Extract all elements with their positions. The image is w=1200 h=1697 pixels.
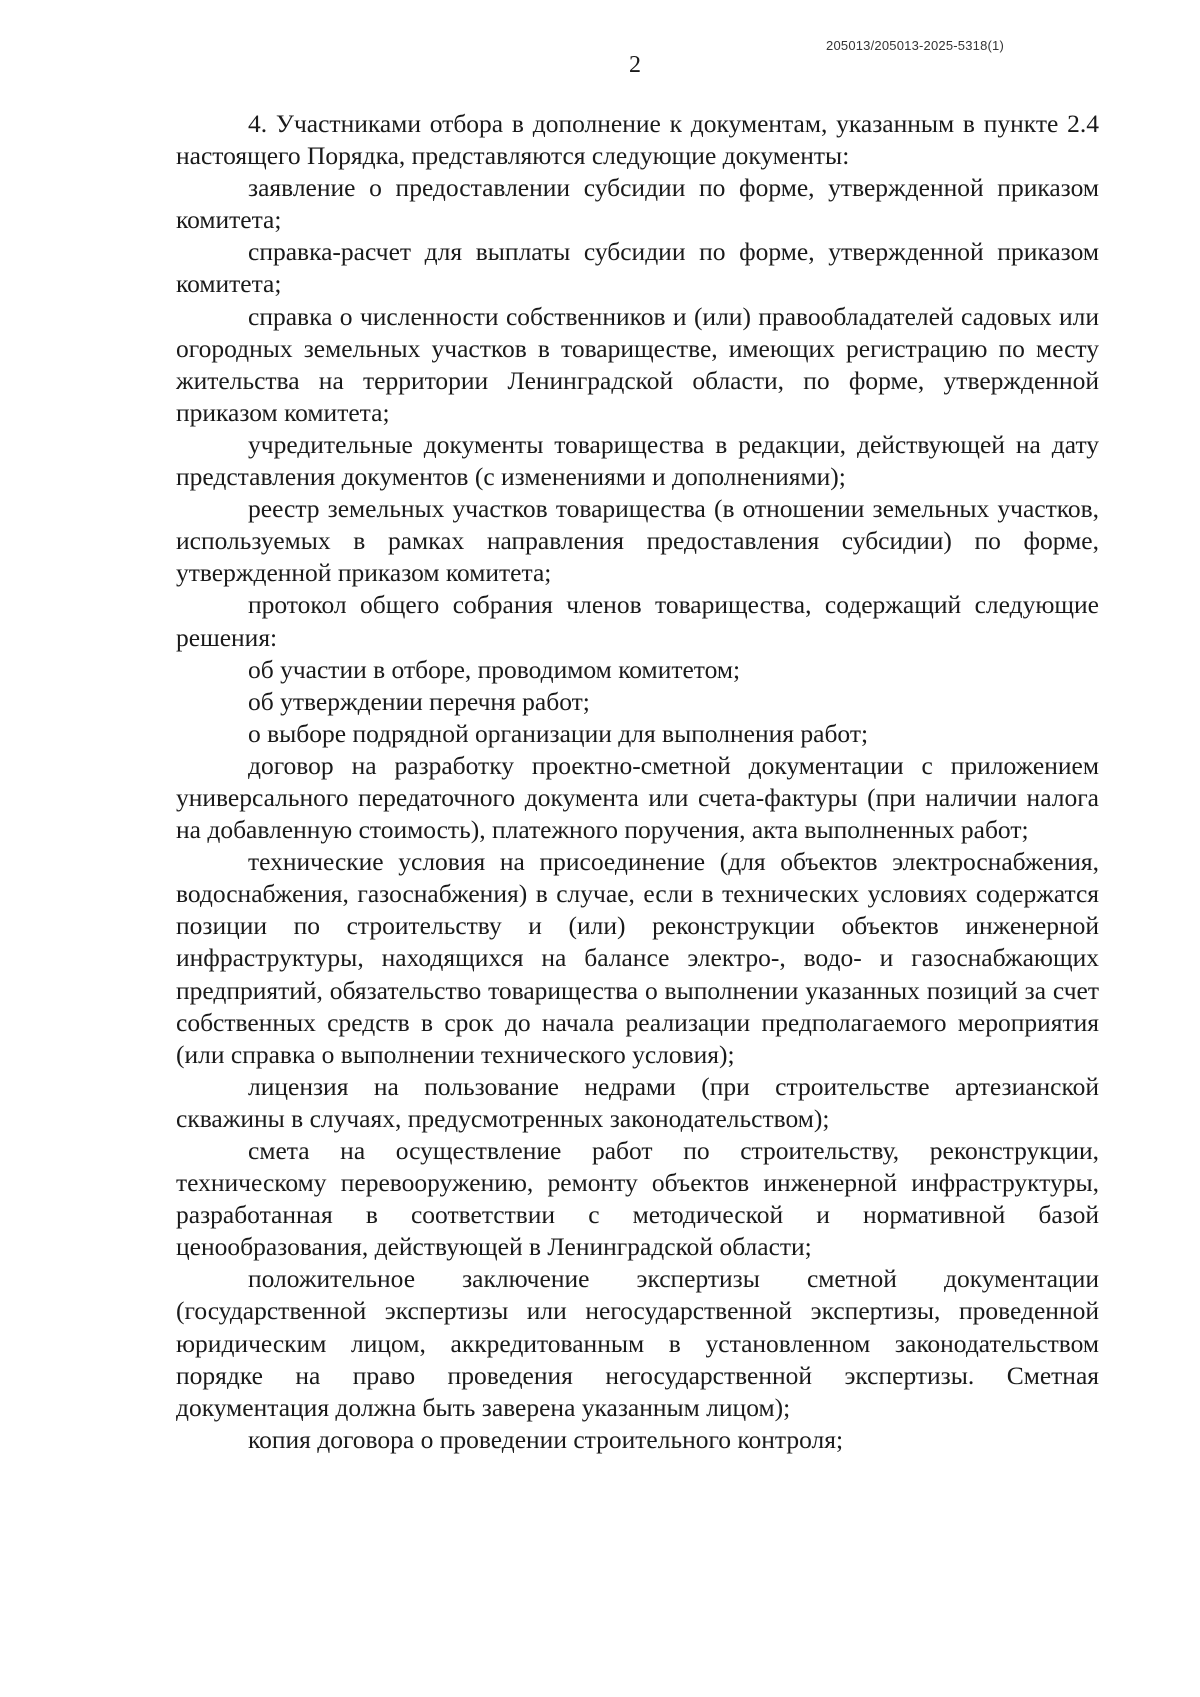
document-body [176,108,1099,1456]
paragraph-technical-conditions: технические условия на присоединение (для объектов электроснабжения, водоснабжения, газоснабжения) в случае, если в технических условиях содержатся позиции по строительству и (или) реконструкции объектов инженерной инфраструктуры, находящихся на балансе электро-, водо- и газоснабжающих предприятий, обязательство товарищества о выполнении указанных позиций за счет собственных средств в срок до начала реализации предполагаемого мероприятия (или справка о выполнении технического условия); [176,847,1099,1069]
paragraph-item-4-intro: 4. Участниками отбора в дополнение к документам, указанным в пункте 2.4 настоящего Порядка, представляются следующие документы: [176,109,1099,171]
paragraph-meeting-protocol: протокол общего собрания членов товарищества, содержащий следующие решения: [176,590,1099,652]
paragraph-application: заявление о предоставлении субсидии по форме, утвержденной приказом комитета; [176,173,1099,235]
paragraph-expert-conclusion: положительное заключение экспертизы сметной документации (государственной экспертизы или негосударственной экспертизы, проведенной юридическим лицом, аккредитованным в установленном законодательством порядке на право проведения негосударственной экспертизы. Сметная документация должна быть заверена указанным лицом); [176,1264,1099,1422]
paragraph-decision-participation: об участии в отборе, проводимом комитетом; [248,654,741,684]
paragraph-land-registry: реестр земельных участков товарищества (в отношении земельных участков, используемых в рамках направления предоставления субсидии) по форме, утвержденной приказом комитета; [176,494,1099,588]
paragraph-design-contract: договор на разработку проектно-сметной документации с приложением универсального передаточного документа или счета-фактуры (при наличии налога на добавленную стоимость), платежного поручения, акта выполненных работ; [176,750,1099,845]
paragraph-owners-certificate: справка о численности собственников и (или) правообладателей садовых или огородных земельных участков в товариществе, имеющих регистрацию по месту жительства на территории Ленинградской области, по форме, утвержденной приказом комитета; [176,301,1099,427]
page-number: 2 [629,52,641,78]
paragraph-decision-contractor: о выборе подрядной организации для выполнения работ; [248,718,869,748]
paragraph-decision-works-list: об утверждении перечня работ; [248,686,590,716]
paragraph-calculation-certificate: справка-расчет для выплаты субсидии по форме, утвержденной приказом комитета; [176,237,1099,299]
paragraph-founding-documents: учредительные документы товарищества в редакции, действующей на дату представления документов (с изменениями и дополнениями); [176,429,1099,492]
document-registration-number: 205013/205013-2025-5318(1) [826,38,1004,53]
paragraph-construction-control: копия договора о проведении строительного контроля; [248,1424,844,1454]
paragraph-subsoil-license: лицензия на пользование недрами (при строительстве артезианской скважины в случаях, предусмотренных законодательством); [176,1071,1099,1133]
paragraph-cost-estimate: смета на осуществление работ по строительству, реконструкции, техническому перевооружению, ремонту объектов инженерной инфраструктуры, разработанная в соответствии с методической и нормативной базой ценообразования, действующей в Ленинградской области; [176,1136,1099,1262]
